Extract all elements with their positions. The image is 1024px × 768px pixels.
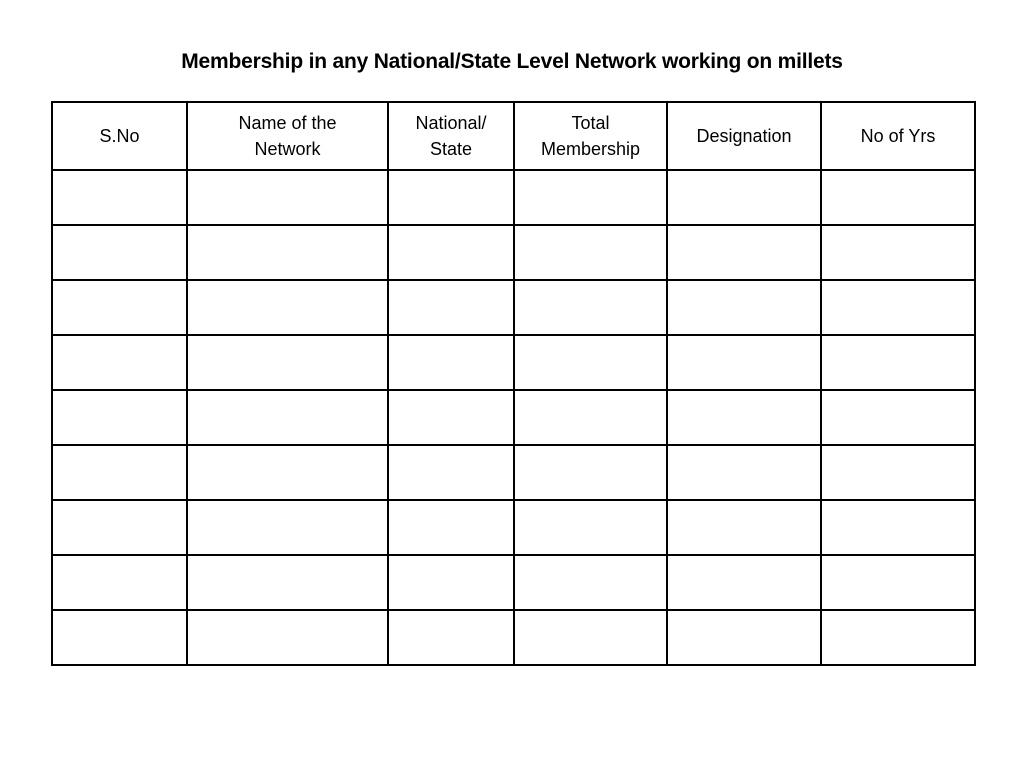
cell-total-membership[interactable] [514, 390, 667, 445]
cell-designation[interactable] [667, 445, 821, 500]
cell-no-of-yrs[interactable] [821, 225, 975, 280]
table-row [52, 225, 975, 280]
cell-national-state[interactable] [388, 555, 514, 610]
cell-network-name[interactable] [187, 170, 388, 225]
table-row [52, 445, 975, 500]
cell-national-state[interactable] [388, 390, 514, 445]
cell-national-state[interactable] [388, 225, 514, 280]
table-row [52, 500, 975, 555]
cell-sno[interactable] [52, 225, 187, 280]
cell-total-membership[interactable] [514, 335, 667, 390]
cell-sno[interactable] [52, 280, 187, 335]
cell-no-of-yrs[interactable] [821, 500, 975, 555]
cell-total-membership[interactable] [514, 225, 667, 280]
cell-network-name[interactable] [187, 500, 388, 555]
table-body [52, 170, 975, 665]
header-national-state: National/ State [388, 102, 514, 170]
cell-total-membership[interactable] [514, 610, 667, 665]
cell-national-state[interactable] [388, 445, 514, 500]
cell-total-membership[interactable] [514, 280, 667, 335]
header-no-of-yrs: No of Yrs [821, 102, 975, 170]
cell-total-membership[interactable] [514, 445, 667, 500]
header-row [52, 102, 975, 170]
cell-designation[interactable] [667, 500, 821, 555]
table-row [52, 555, 975, 610]
cell-no-of-yrs[interactable] [821, 335, 975, 390]
cell-sno[interactable] [52, 445, 187, 500]
table-row [52, 170, 975, 225]
cell-designation[interactable] [667, 335, 821, 390]
cell-network-name[interactable] [187, 445, 388, 500]
cell-designation[interactable] [667, 170, 821, 225]
header-designation: Designation [667, 102, 821, 170]
cell-network-name[interactable] [187, 225, 388, 280]
cell-total-membership[interactable] [514, 555, 667, 610]
cell-designation[interactable] [667, 610, 821, 665]
membership-table [51, 101, 976, 666]
cell-sno[interactable] [52, 335, 187, 390]
cell-no-of-yrs[interactable] [821, 170, 975, 225]
cell-designation[interactable] [667, 555, 821, 610]
cell-no-of-yrs[interactable] [821, 280, 975, 335]
header-total-membership: Total Membership [514, 102, 667, 170]
cell-designation[interactable] [667, 225, 821, 280]
cell-national-state[interactable] [388, 610, 514, 665]
cell-national-state[interactable] [388, 335, 514, 390]
cell-no-of-yrs[interactable] [821, 610, 975, 665]
cell-no-of-yrs[interactable] [821, 555, 975, 610]
cell-network-name[interactable] [187, 335, 388, 390]
cell-national-state[interactable] [388, 170, 514, 225]
cell-designation[interactable] [667, 280, 821, 335]
table-row [52, 335, 975, 390]
table-row [52, 610, 975, 665]
cell-national-state[interactable] [388, 280, 514, 335]
cell-network-name[interactable] [187, 610, 388, 665]
cell-sno[interactable] [52, 610, 187, 665]
cell-network-name[interactable] [187, 555, 388, 610]
cell-network-name[interactable] [187, 390, 388, 445]
cell-designation[interactable] [667, 390, 821, 445]
cell-total-membership[interactable] [514, 500, 667, 555]
table-row [52, 390, 975, 445]
cell-sno[interactable] [52, 500, 187, 555]
page-title: Membership in any National/State Level Network working on millets [181, 50, 843, 73]
cell-sno[interactable] [52, 170, 187, 225]
cell-no-of-yrs[interactable] [821, 445, 975, 500]
cell-national-state[interactable] [388, 500, 514, 555]
cell-total-membership[interactable] [514, 170, 667, 225]
cell-no-of-yrs[interactable] [821, 390, 975, 445]
cell-sno[interactable] [52, 390, 187, 445]
cell-sno[interactable] [52, 555, 187, 610]
header-sno: S.No [52, 102, 187, 170]
table-row [52, 280, 975, 335]
cell-network-name[interactable] [187, 280, 388, 335]
header-network-name: Name of the Network [187, 102, 388, 170]
